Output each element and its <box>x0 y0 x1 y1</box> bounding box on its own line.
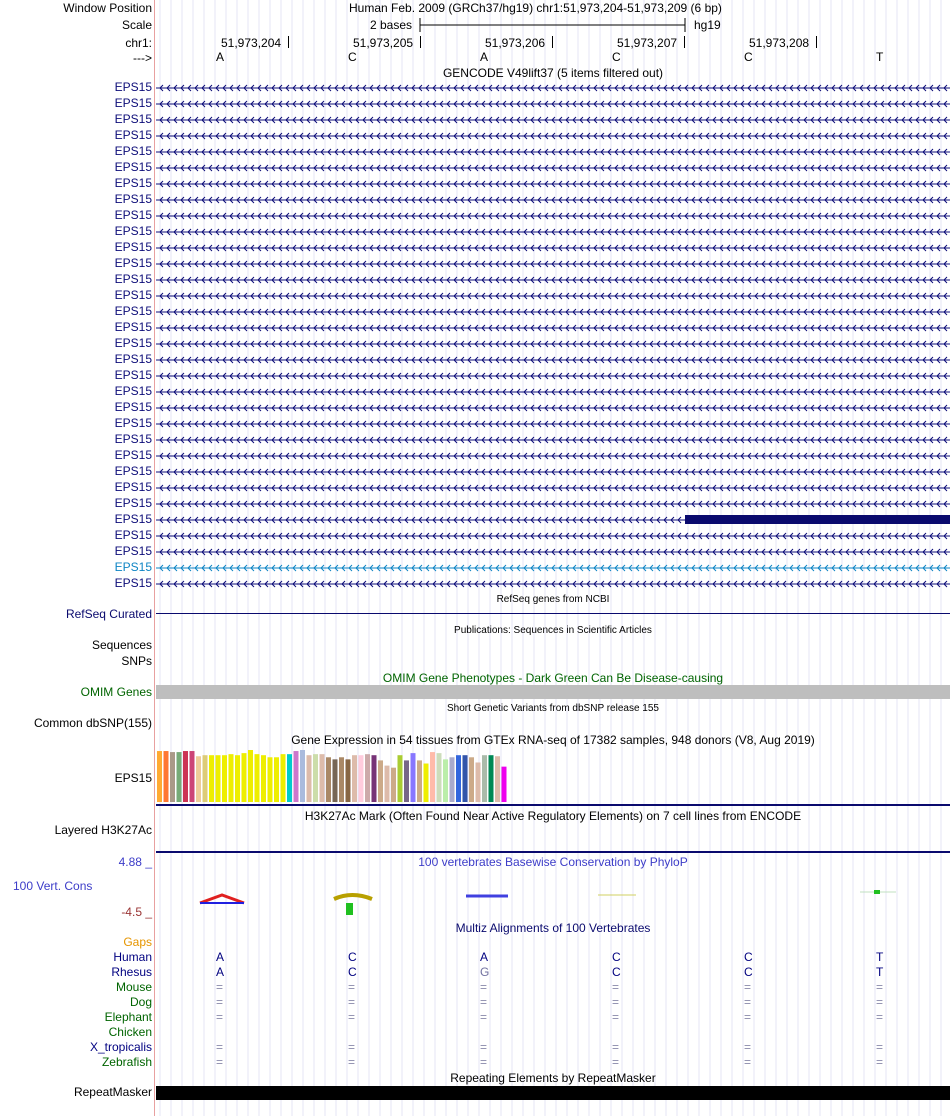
gencode-transcript[interactable] <box>156 225 950 239</box>
multiz-base: = <box>744 1055 752 1069</box>
gencode-transcript-label[interactable]: EPS15 <box>114 576 152 590</box>
position-tick <box>420 36 421 48</box>
multiz-base: = <box>876 980 884 994</box>
gencode-transcript[interactable] <box>156 321 950 335</box>
gencode-transcript-label[interactable]: EPS15 <box>114 144 152 158</box>
gtex-bar-chart[interactable] <box>156 748 950 806</box>
gtex-tissue-bar[interactable] <box>313 754 318 802</box>
cons-logo-c-bar <box>346 903 353 915</box>
multiz-base: = <box>744 1010 752 1024</box>
gtex-tissue-bar[interactable] <box>450 757 455 802</box>
multiz-base: = <box>876 1040 884 1054</box>
multiz-species-label[interactable]: Dog <box>129 995 152 1009</box>
gencode-transcript[interactable] <box>156 529 950 543</box>
gencode-transcript[interactable] <box>156 193 950 207</box>
gtex-tissue-bar[interactable] <box>443 759 448 802</box>
gencode-transcript[interactable] <box>156 177 950 191</box>
multiz-base: = <box>612 1040 620 1054</box>
multiz-base: A <box>216 950 225 964</box>
refseq-gene-line[interactable] <box>156 613 950 614</box>
repeatmasker-label[interactable]: RepeatMasker <box>73 1085 152 1099</box>
gencode-transcript-label[interactable]: EPS15 <box>114 352 152 366</box>
multiz-base: = <box>480 1055 488 1069</box>
gencode-transcript[interactable] <box>156 417 950 431</box>
gtex-tissue-bar[interactable] <box>326 757 331 802</box>
multiz-base: = <box>744 995 752 1009</box>
multiz-base: = <box>216 1055 224 1069</box>
multiz-species-label[interactable]: Rhesus <box>111 965 152 979</box>
gtex-tissue-bar[interactable] <box>437 753 442 802</box>
gtex-tissue-bar[interactable] <box>235 755 240 802</box>
left-margin-line <box>154 0 155 1116</box>
gencode-transcript[interactable] <box>156 433 950 447</box>
multiz-base: = <box>480 980 488 994</box>
gtex-tissue-bar[interactable] <box>170 752 175 802</box>
multiz-species-label[interactable]: Mouse <box>115 980 152 994</box>
gtex-tissue-bar[interactable] <box>242 753 247 802</box>
gencode-transcript[interactable] <box>156 241 950 255</box>
position-tick <box>288 36 289 48</box>
gencode-transcript-label[interactable]: EPS15 <box>114 416 152 430</box>
refseq-label[interactable]: RefSeq Curated <box>65 607 152 621</box>
gtex-tissue-bar[interactable] <box>300 750 305 802</box>
gencode-transcript[interactable] <box>156 97 950 111</box>
gtex-tissue-bar[interactable] <box>391 768 396 802</box>
gtex-tissue-bar[interactable] <box>333 759 338 802</box>
gtex-tissue-bar[interactable] <box>255 754 260 802</box>
gtex-tissue-bar[interactable] <box>307 755 312 802</box>
repeatmasker-title: Repeating Elements by RepeatMasker <box>450 1071 656 1085</box>
cons-logo-c <box>334 895 372 899</box>
refseq-title: RefSeq genes from NCBI <box>496 594 610 605</box>
gencode-transcript-label[interactable]: EPS15 <box>114 528 152 542</box>
multiz-base: = <box>876 995 884 1009</box>
position-tick <box>816 36 817 48</box>
multiz-base: = <box>480 995 488 1009</box>
gencode-transcript-label[interactable]: EPS15 <box>114 288 152 302</box>
gencode-transcript-label[interactable]: EPS15 <box>114 80 152 94</box>
multiz-base: = <box>480 1040 488 1054</box>
gtex-tissue-bar[interactable] <box>339 757 344 802</box>
gtex-tissue-bar[interactable] <box>183 751 188 802</box>
multiz-base: = <box>876 1010 884 1024</box>
gtex-baseline <box>156 804 950 806</box>
gencode-transcript[interactable] <box>156 289 950 303</box>
gencode-transcript-label[interactable]: EPS15 <box>114 464 152 478</box>
position-tick <box>552 36 553 48</box>
gtex-tissue-bar[interactable] <box>489 755 494 802</box>
gencode-transcript-label[interactable]: EPS15 <box>114 544 152 558</box>
conservation-label[interactable]: 100 Vert. Cons <box>13 879 93 893</box>
multiz-base: = <box>612 1010 620 1024</box>
multiz-base: C <box>612 950 621 964</box>
gencode-transcript[interactable] <box>156 385 950 399</box>
publications-title: Publications: Sequences in Scientific Articles <box>454 625 652 636</box>
omim-label[interactable]: OMIM Genes <box>80 685 152 699</box>
gencode-transcript-label[interactable]: EPS15 <box>114 304 152 318</box>
cons-logo-t <box>874 890 880 894</box>
gencode-transcript[interactable] <box>156 449 950 463</box>
gtex-tissue-bar[interactable] <box>359 755 364 802</box>
gtex-tissue-bar[interactable] <box>385 766 390 802</box>
gencode-transcript[interactable] <box>156 337 950 351</box>
multiz-base: C <box>744 950 753 964</box>
gencode-transcript-label[interactable]: EPS15 <box>114 336 152 350</box>
scale-value: 2 bases <box>370 18 413 32</box>
gencode-transcript-label[interactable]: EPS15 <box>114 400 152 414</box>
gencode-title: GENCODE V49lift37 (5 items filtered out) <box>442 66 664 80</box>
gtex-tissue-bar[interactable] <box>378 760 383 802</box>
scale-assembly: hg19 <box>694 18 721 32</box>
gencode-transcript-label[interactable]: EPS15 <box>114 448 152 462</box>
strand-label: ---> <box>133 51 152 65</box>
gencode-transcript[interactable] <box>156 561 950 575</box>
multiz-base: = <box>216 980 224 994</box>
gtex-tissue-bar[interactable] <box>294 751 299 802</box>
gtex-tissue-bar[interactable] <box>430 752 435 802</box>
multiz-base: A <box>216 965 225 979</box>
gtex-tissue-bar[interactable] <box>190 751 195 802</box>
base-letter: C <box>612 50 621 64</box>
multiz-base: = <box>876 1055 884 1069</box>
multiz-species-label[interactable]: Chicken <box>108 1025 152 1039</box>
gencode-transcript-label[interactable]: EPS15 <box>114 224 152 238</box>
multiz-base: C <box>348 965 357 979</box>
publications-snps-label[interactable]: SNPs <box>121 654 152 668</box>
multiz-base: = <box>744 980 752 994</box>
multiz-base: = <box>480 1010 488 1024</box>
gencode-transcript-label[interactable]: EPS15 <box>114 192 152 206</box>
gtex-tissue-bar[interactable] <box>476 762 481 802</box>
window-position-value: Human Feb. 2009 (GRCh37/hg19) chr1:51,973,204-51,973,209 (6 bp) <box>349 1 722 15</box>
omim-title: OMIM Gene Phenotypes - Dark Green Can Be Disease-causing <box>382 671 724 685</box>
conservation-logo-track[interactable] <box>156 885 950 921</box>
gtex-tissue-bar[interactable] <box>398 755 403 802</box>
scale-bar <box>419 16 689 34</box>
multiz-base: = <box>612 995 620 1009</box>
gtex-label[interactable]: EPS15 <box>114 771 152 785</box>
position-tick-label: 51,973,206 <box>485 36 546 50</box>
gtex-tissue-bar[interactable] <box>287 754 292 802</box>
multiz-species-label[interactable]: Elephant <box>104 1010 152 1024</box>
position-tick-label: 51,973,208 <box>749 36 810 50</box>
chrom-label: chr1: <box>125 36 152 50</box>
gtex-tissue-bar[interactable] <box>203 755 208 802</box>
gencode-transcript-label[interactable]: EPS15 <box>114 384 152 398</box>
gencode-transcript-label[interactable]: EPS15 <box>114 320 152 334</box>
conservation-min-label: -4.5 _ <box>121 905 152 919</box>
multiz-base: C <box>612 965 621 979</box>
multiz-base: = <box>348 995 356 1009</box>
h3k27ac-title: H3K27Ac Mark (Often Found Near Active Regulatory Elements) on 7 cell lines from ENCODE <box>304 809 802 823</box>
gtex-tissue-bar[interactable] <box>209 755 214 802</box>
position-tick-label: 51,973,205 <box>353 36 414 50</box>
gencode-transcript[interactable] <box>156 481 950 495</box>
gencode-transcript[interactable] <box>156 145 950 159</box>
window-position-label: Window Position <box>63 1 152 15</box>
gencode-exon-block <box>685 515 950 524</box>
gtex-tissue-bar[interactable] <box>482 755 487 802</box>
multiz-gaps-label[interactable]: Gaps <box>123 935 152 949</box>
gtex-tissue-bar[interactable] <box>456 755 461 802</box>
gencode-transcript[interactable] <box>156 161 950 175</box>
gencode-transcript-label[interactable]: EPS15 <box>114 496 152 510</box>
gtex-tissue-bar[interactable] <box>469 757 474 802</box>
gtex-tissue-bar[interactable] <box>417 760 422 802</box>
gencode-transcript[interactable] <box>156 209 950 223</box>
gencode-transcript-label[interactable]: EPS15 <box>114 160 152 174</box>
multiz-base: = <box>612 1055 620 1069</box>
gtex-tissue-bar[interactable] <box>502 767 507 802</box>
base-letter: C <box>744 50 753 64</box>
gtex-tissue-bar[interactable] <box>320 754 325 802</box>
gencode-transcript[interactable] <box>156 305 950 319</box>
position-tick-label: 51,973,207 <box>617 36 678 50</box>
gencode-transcript[interactable] <box>156 465 950 479</box>
gencode-transcript-label[interactable]: EPS15 <box>114 96 152 110</box>
multiz-title: Multiz Alignments of 100 Vertebrates <box>455 921 651 935</box>
dbsnp-title: Short Genetic Variants from dbSNP release 155 <box>447 703 659 714</box>
gencode-transcript-label[interactable]: EPS15 <box>114 512 152 526</box>
gencode-transcript-label[interactable]: EPS15 <box>114 256 152 270</box>
gencode-transcript-label[interactable]: EPS15 <box>114 240 152 254</box>
gencode-transcript[interactable] <box>156 545 950 559</box>
gencode-transcript[interactable] <box>156 577 950 591</box>
h3k27ac-label[interactable]: Layered H3K27Ac <box>54 823 152 837</box>
omim-gene-bar[interactable] <box>156 685 950 699</box>
base-letter: C <box>348 50 357 64</box>
gencode-transcript-label[interactable]: EPS15 <box>114 208 152 222</box>
gtex-tissue-bar[interactable] <box>157 751 162 802</box>
gtex-tissue-bar[interactable] <box>216 755 221 802</box>
multiz-base: = <box>348 1055 356 1069</box>
gencode-transcript-label[interactable]: EPS15 <box>114 480 152 494</box>
scale-label: Scale <box>121 18 152 32</box>
gtex-tissue-bar[interactable] <box>222 755 227 802</box>
cons-logo-a <box>200 895 244 903</box>
multiz-base: C <box>348 950 357 964</box>
gencode-transcript[interactable] <box>156 513 950 527</box>
conservation-title: 100 vertebrates Basewise Conservation by PhyloP <box>418 855 688 869</box>
multiz-base: G <box>480 965 490 979</box>
gencode-transcript-label[interactable]: EPS15 <box>114 368 152 382</box>
gencode-transcript-label[interactable]: EPS15 <box>114 432 152 446</box>
base-letter: T <box>876 50 884 64</box>
multiz-base: A <box>480 950 489 964</box>
multiz-base: = <box>216 1010 224 1024</box>
gtex-tissue-bar[interactable] <box>229 754 234 802</box>
gencode-transcript-label[interactable]: EPS15 <box>114 112 152 126</box>
gtex-tissue-bar[interactable] <box>411 753 416 802</box>
multiz-base: = <box>744 1040 752 1054</box>
gtex-tissue-bar[interactable] <box>463 755 468 802</box>
gtex-tissue-bar[interactable] <box>268 757 273 802</box>
gtex-tissue-bar[interactable] <box>424 764 429 802</box>
position-tick <box>684 36 685 48</box>
gencode-transcript[interactable] <box>156 353 950 367</box>
conservation-max-label: 4.88 _ <box>118 855 152 869</box>
gtex-tissue-bar[interactable] <box>346 759 351 802</box>
gtex-tissue-bar[interactable] <box>177 752 182 802</box>
gtex-title: Gene Expression in 54 tissues from GTEx RNA-seq of 17382 samples, 948 donors (V8, Aug 2019) <box>291 733 815 747</box>
gtex-tissue-bar[interactable] <box>352 755 357 802</box>
gencode-transcript[interactable] <box>156 273 950 287</box>
gencode-transcript[interactable] <box>156 257 950 271</box>
repeatmasker-bar[interactable] <box>156 1086 950 1100</box>
gtex-tissue-bar[interactable] <box>196 756 201 802</box>
multiz-base: T <box>876 965 884 979</box>
multiz-base: = <box>612 980 620 994</box>
position-tick-label: 51,973,204 <box>221 36 282 50</box>
multiz-base: = <box>216 1040 224 1054</box>
multiz-base: = <box>348 980 356 994</box>
gtex-tissue-bar[interactable] <box>164 751 169 802</box>
multiz-base: C <box>744 965 753 979</box>
gtex-tissue-bar[interactable] <box>261 755 266 802</box>
gtex-tissue-bar[interactable] <box>495 756 500 802</box>
gencode-transcript-label[interactable]: EPS15 <box>114 560 152 574</box>
h3k27ac-baseline <box>156 851 950 853</box>
gencode-transcript-label[interactable]: EPS15 <box>114 128 152 142</box>
publications-sequences-label[interactable]: Sequences <box>91 638 152 652</box>
gtex-tissue-bar[interactable] <box>365 754 370 802</box>
multiz-species-label[interactable]: Zebrafish <box>101 1055 152 1069</box>
gencode-transcript-label[interactable]: EPS15 <box>114 176 152 190</box>
dbsnp-label[interactable]: Common dbSNP(155) <box>33 716 152 730</box>
gtex-tissue-bar[interactable] <box>248 750 253 802</box>
multiz-base: T <box>876 950 884 964</box>
gtex-tissue-bar[interactable] <box>404 760 409 802</box>
gencode-transcript[interactable] <box>156 129 950 143</box>
multiz-base: = <box>216 995 224 1009</box>
multiz-species-label[interactable]: X_tropicalis <box>89 1040 152 1054</box>
base-letter: A <box>216 50 225 64</box>
multiz-species-label[interactable]: Human <box>113 950 152 964</box>
gtex-tissue-bar[interactable] <box>274 757 279 802</box>
gencode-transcript[interactable] <box>156 113 950 127</box>
multiz-base: = <box>348 1040 356 1054</box>
gtex-tissue-bar[interactable] <box>281 754 286 802</box>
gencode-transcript[interactable] <box>156 369 950 383</box>
gencode-transcript[interactable] <box>156 497 950 511</box>
gtex-tissue-bar[interactable] <box>372 755 377 802</box>
gencode-transcript[interactable] <box>156 401 950 415</box>
gencode-transcript[interactable] <box>156 81 950 95</box>
base-letter: A <box>480 50 489 64</box>
multiz-base: = <box>348 1010 356 1024</box>
gencode-transcript-label[interactable]: EPS15 <box>114 272 152 286</box>
